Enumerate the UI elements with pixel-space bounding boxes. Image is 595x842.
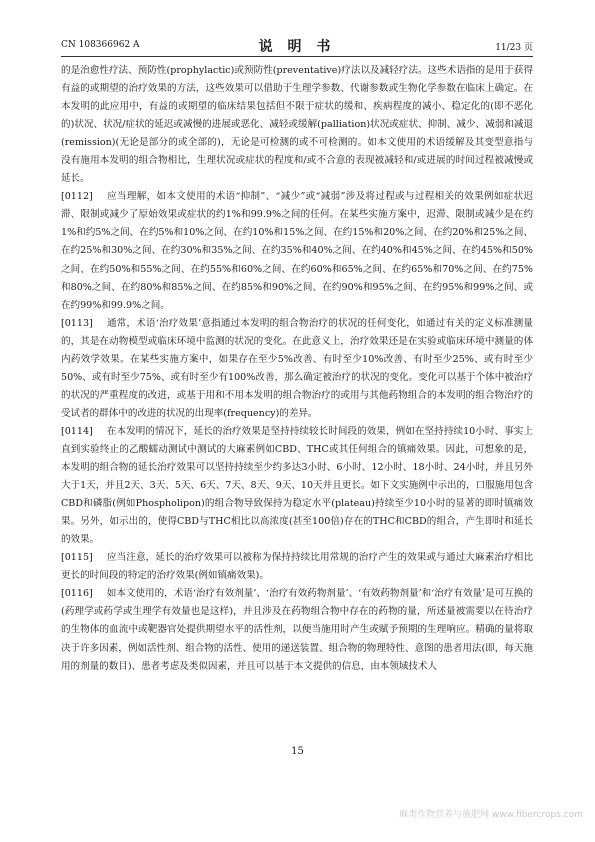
- site-watermark: 麻类作物营养与施肥网 www.fibercrops.com: [399, 810, 583, 820]
- continued-paragraph: 的是治愈性疗法、预防性(prophylactic)或预防性(preventative)疗法以及减轻疗法。这些术语指的是用于获得有益的或期望的治疗效果的方法，这些效果可以借助于生理学参数、代谢参数或生物化学参数在临床上确定。在本发明的此应用中，有益的或期望的临床结果包括但不限于症状的缓和、疾病程度的减小、稳定化的(即不恶化的)状况、状况/症状的延迟或减慢的进展或恶化、减轻或缓解(palliation)状况或症状、抑制、减少、减弱和减退(remission)(无论是部分的或全部的)，无论是可检测的或不可检测的。如本文使用的术语缓解及其变型意指与没有施用本发明的组合物相比，生理状况或症状的程度和/或不合意的表现被减轻和/或进展的时间过程被减慢或延长。: [61, 65, 533, 185]
- paragraph-number: [0113]: [61, 317, 93, 329]
- page-of-total: 11/23 页: [495, 43, 533, 53]
- patent-number: CN 108366962 A: [61, 40, 140, 50]
- paragraph-text: 在本发明的情况下，延长的治疗效果是坚持持续较长时间段的效果，例如在坚持持续10小时、事实上直到实验终止的乙酸蠕动测试中测试的大麻素例如CBD、THC或其任何组合的镇痛效果。因此，可想象的是，本发明的组合物的延长治疗效果可以坚持持续至少约多达3小时、6小时、12小时、18小时、24小时，并且另外大于1天，并且2天、3天、5天、6天、7天、8天、9天、10天并且更长。如下文实施例中示出的，口服施用包含CBD和磷脂(例如Phospholipon)的组合物导致保持为稳定水平(plateau)持续至少10小时的显著的即时镇痛效果。另外，如示出的，使得CBD与THC相比以高浓度(甚至100倍)存在的THC和CBD的组合，产生即时和延长的效果。: [61, 425, 533, 546]
- paragraph-text: 应当注意，延长的治疗效果可以被称为保持持续比用常规的治疗产生的效果或与通过大麻素治疗相比更长的时间段的特定的治疗效果(例如镇痛效果)。: [61, 552, 533, 582]
- paragraph-text: 通常，术语‘治疗效果’意指通过本发明的组合物治疗的状况的任何变化，如通过有关的定义标准测量的，其是在动物模型或临床环境中监测的状况的变化。在此意义上，治疗效果还是在实验或临床环境中测量的体内药效学效果。在某些实施方案中，如果存在至少5%改善、有时至少10%改善、有时至少25%、或有时至少50%、或有时至少75%、或有时至少有100%改善，那么确定被治疗的状况的变化。变化可以基于个体中被治疗的状况的严重程度的改进，或基于用和不用本发明的组合物治疗的或用与其他药物组合的本发明的组合物治疗的受试者的群体中的改进的状况的出现率(frequency)的差异。: [61, 317, 533, 419]
- paragraph-number: [0115]: [61, 552, 93, 564]
- page-header: [61, 36, 533, 54]
- paragraph-text: 应当理解，如本文使用的术语“抑制”、“减少”或“减弱”涉及将过程或与过程相关的效果例如症状迟滞、限制或减少了原始效果或症状的约1%和99.9%之间的任何。在某些实施方案中，迟滞、限制或减少是在约1%和约5%之间、在约5%和10%之间、在约10%和15%之间、在约15%和20%之间、在约20%和25%之间、在约25%和30%之间、在约30%和35%之间、在约35%和40%之间、在约40%和45%之间、在约45%和50%之间、在约50%和55%之间、在约55%和60%之间、在约60%和65%之间、在约65%和70%之间、在约75%和80%之间、在约80%和85%之间、在约85%和90%之间、在约90%和95%之间、在约95%和99%之间、或在约99%和99.9%之间。: [61, 191, 534, 311]
- document-body: [61, 62, 533, 676]
- page-number: 15: [291, 746, 304, 757]
- paragraph-number: [0116]: [61, 588, 93, 600]
- paragraph-number: [0112]: [61, 191, 93, 203]
- document-title: 说 明 书: [258, 39, 336, 55]
- header-rule: [61, 56, 533, 57]
- paragraph-0114: [61, 423, 533, 549]
- paragraph-number: [0114]: [61, 425, 93, 437]
- paragraph-0112: [61, 188, 533, 314]
- paragraph-text: 如本文使用的，术语‘治疗有效剂量’、‘治疗有效药物剂量’、‘有效药物剂量’和‘治疗有效量’是可互换的(药理学或药学或生理学有效量也是这样)，并且涉及在药物组合物中存在的药物的量，所述量被需要以在待治疗的生物体的血流中或靶器官处提供期望水平的活性剂，以便当施用时产生或赋予预期的生理响应。精确的量将取决于许多因素，例如活性剂、组合物的活性、使用的递送装置、组合物的物理特性、意图的患者用法(即，每天施用的剂量的数目)、患者考虑及类似因素，并且可以基于本文提供的信息，由本领域技术人: [61, 588, 533, 672]
- paragraph-0116: [61, 585, 533, 675]
- paragraph-0113: [61, 315, 533, 423]
- paragraph-0115: [61, 549, 533, 585]
